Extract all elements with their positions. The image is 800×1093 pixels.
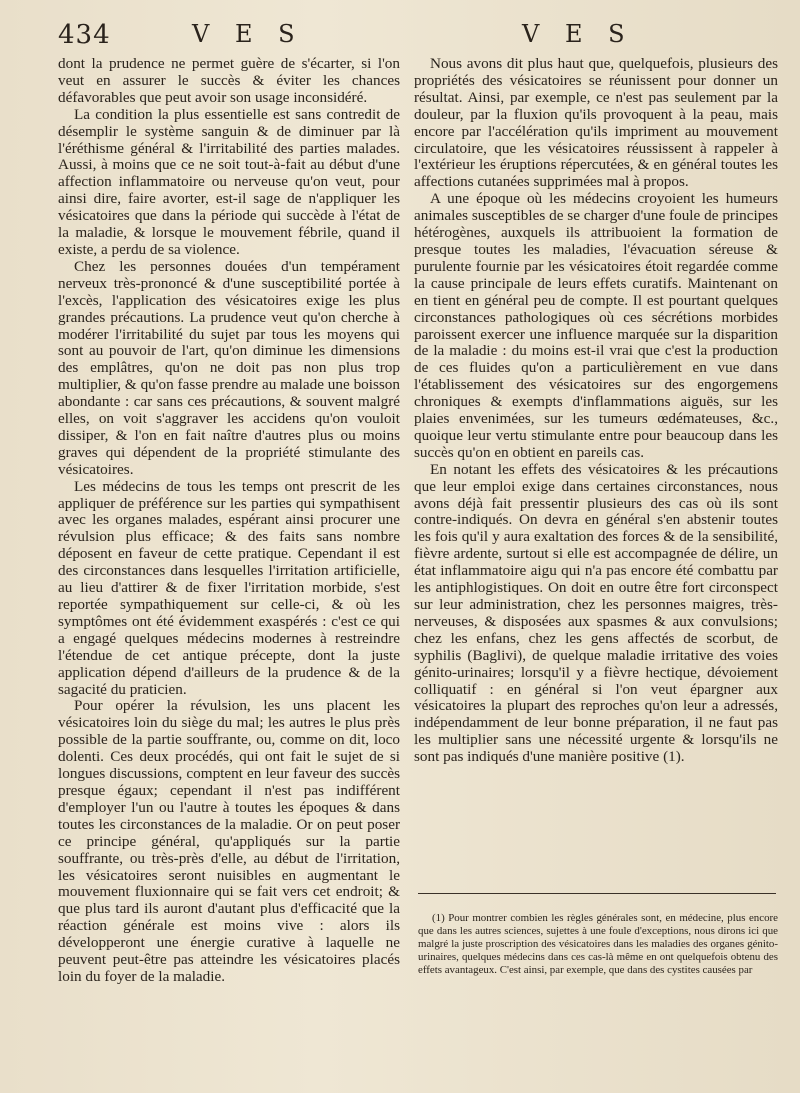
paragraph: En notant les effets des vésicatoires & les précautions que leur emploi exige dans certaines circonstances, nous avons déjà fait pressentir plusieurs des cas où ils sont contre-indiqués. On devra en général s'en abstenir toutes les fois qu'il y aura exaltation des forces & de la sensibilité, fièvre ardente, surtout si elle est accompagnée de délire, un état inflammatoire aigu qui n'a pas encore été combattu par les antiphlogistiques. On doit en outre être fort circonspect sur leur administration, chez les personnes maigres, très-nerveuses, & disposées aux spasmes & aux convulsions; chez les enfans, chez les gens affectés de scorbut, de syphilis (Baglivi), de quelque maladie irritative des voies génito-urinaires; lorsqu'il y a fièvre hectique, dévoiement colliquatif : en général si l'on veut épargner aux vésicatoires la plupart des reproches qu'on leur a adressés, indépendamment de leur bonne préparation, il ne faut pas les multiplier sans une nécessité urgente & lorsqu'ils ne sont pas indiqués d'une manière positive (1). — [414, 460, 778, 766]
left-column — [58, 56, 400, 986]
paragraph: Pour opérer la révulsion, les uns placent les vésicatoires loin du siège du mal; les autres le plus près possible de la partie souffrante, ou, comme on dit, loco dolenti. Ces deux procédés, qui ont fait le sujet de si longues discussions, comptent en leur faveur des succès presque égaux; cependant il n'est pas indifférent d'employer l'un ou l'autre à toutes les époques & dans toutes les circonstances de la maladie. Or on peut poser ce principe général, qu'appliqués sur la partie souffrante, ou très-près d'elle, au début de l'irritation, les vésicatoires seront nuisibles en augmentant le mouvement fluxionnaire qui se fait vers cet endroit; & que plus tard ils auront d'autant plus d'efficacité que la réaction générale est moins vive : alors ils développeront une énergie curative à laquelle ne peuvent peut-être pas atteindre les vésicatoires placés loin du foyer de la maladie. — [58, 697, 400, 985]
paragraph: Chez les personnes douées d'un tempérament nerveux très-prononcé & d'une susceptibilité portée à l'excès, l'application des vésicatoires exige les plus grandes précautions. La prudence veut qu'on cherche à modérer l'irritabilité du sujet par tous les moyens qui sont au pouvoir de l'art, qu'on diminue les dimensions des emplâtres, qu'on ne doit pas non plus trop multiplier, & qu'on fasse prendre au malade une boisson abondante : car sans ces précautions, & souvent malgré elles, on voit s'aggraver les accidens qu'on vouloit dissiper, & l'on en fait naître d'autres plus ou moins graves qui dépendent de la propriété stimulante des vésicatoires. — [58, 257, 400, 478]
footnote — [418, 912, 778, 977]
paragraph: Nous avons dit plus haut que, quelquefois, plusieurs des propriétés des vésicatoires se réunissent pour donner un résultat. Ainsi, par exemple, ce n'est pas seulement par la douleur, par la fluxion qu'ils provoquent à la peau, mais encore par l'accélération qu'ils impriment au mouvement circulatoire, que les vésicatoires réussissent à rappeler à l'extérieur les éruptions répercutées, & en général toutes les affections cutanées supprimées mal à propos. — [414, 55, 778, 191]
paragraph: dont la prudence ne permet guère de s'écarter, si l'on veut en assurer le succès & éviter les chances défavorables que peut avoir son usage inconsidéré. — [58, 55, 400, 106]
paragraph: Les médecins de tous les temps ont prescrit de les appliquer de préférence sur les parties qui sympathisent avec les organes malades, espérant ainsi procurer une révulsion plus efficace; & des faits sans nombre déposent en faveur de cette pratique. Cependant il est des circonstances dans lesquelles l'irritation artificielle, au lieu d'attirer & de fixer l'irritation morbide, s'est reportée sympathiquement sur celle-ci, & où les symptômes ont été évidemment exaspérés : c'est ce qui a engagé quelques médecins modernes à restreindre l'étendue de cet antique précepte, dont la juste application dépend d'ailleurs de la prudence & de la sagacité du praticien. — [58, 477, 400, 698]
footnote-text: (1) Pour montrer combien les règles générales sont, en médecine, plus encore que dans les autres sciences, sujettes à une foule d'exceptions, nous dirons ici que malgré la juste proscription des vésicatoires dans les maladies des organes génito-urinaires, quelques médecins dans ces cas-là même en ont quelquefois obtenu des effets avantageux. C'est ainsi, par exemple, que dans des cystites causées par — [418, 912, 778, 976]
page-number: 434 — [58, 20, 111, 50]
footnote-separator — [418, 893, 776, 894]
paragraph: A une époque où les médecins croyoient les humeurs animales susceptibles de se charger d'une foule de principes hétérogènes, auxquels ils attribuoient la formation de presque toutes les maladies, l'évacuation séreuse & purulente fournie par les vésicatoires étoit regardée comme la cause principale de leurs effets curatifs. Maintenant on en tient en général peu de compte. Il est pourtant quelques circonstances pathologiques où ces sécrétions morbides paroissent exercer une influence marquée sur la disparition de la maladie : du moins est-il vrai que c'est la production de ces fluides qu'on a particulièrement en vue dans l'établissement des vésicatoires sur des engorgemens chroniques & exempts d'inflammations aiguës, sur les plaies envenimées, sur les tumeurs œdémateuses, &c., quoique leur vertu stimulante entre pour beaucoup dans les succès qu'on en obtient en pareils cas. — [414, 190, 778, 461]
running-head-left: V E S — [192, 20, 304, 48]
running-head-right: V E S — [522, 20, 634, 48]
right-column — [414, 56, 778, 766]
paragraph: La condition la plus essentielle est sans contredit de désemplir le système sanguin & de diminuer par là l'éréthisme général & l'irritabilité des parties malades. Aussi, à moins que ce ne soit tout-à-fait au début d'une affection inflammatoire ou nerveuse qu'on veut, pour ainsi dire, faire avorter, est-il sage de n'appliquer les vésicatoires que dans la période qui succède à l'état de la maladie, & lorsque le mouvement fébrile, quand il existe, a perdu de sa violence. — [58, 105, 400, 258]
